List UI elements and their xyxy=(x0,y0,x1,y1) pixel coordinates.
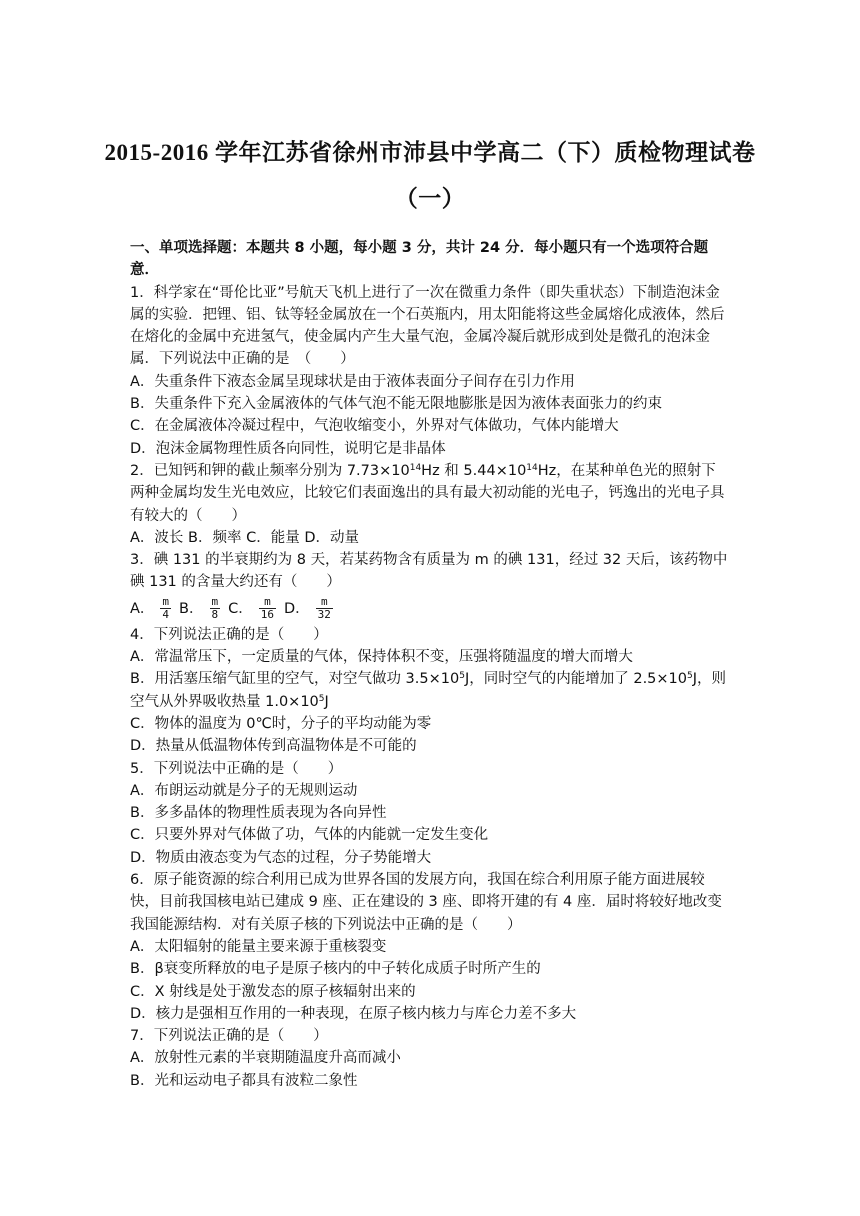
question-stem: 2．已知钙和钾的截止频率分别为 $7.73\times 10^{14}Hz$ 和 $5.44\times 10^{14}Hz$，在某种单色光的照射下两种金属均发生光电效应，比较它们表面逸出的具有最大初动能的光电子，钙逸出的光电子具有较大的（ ） xyxy=(130,462,725,524)
option-a: A．常温常压下，一定质量的气体，保持体积不变，压强将随温度的增大而增大 xyxy=(130,649,633,666)
fraction-c: $\frac{m}{16}$ xyxy=(260,595,274,622)
question-4 xyxy=(130,624,730,758)
question-3 xyxy=(130,549,730,624)
option-a-label: A． xyxy=(130,600,155,617)
options-row: A．波长 B．频率 C．能量 D．动量 xyxy=(130,529,359,546)
option-d: D．泡沫金属物理性质各向同性，说明它是非晶体 xyxy=(130,440,446,457)
option-b-label: B． xyxy=(179,600,204,617)
option-b: B．光和运动电子都具有波粒二象性 xyxy=(130,1072,358,1089)
option-a: A．布朗运动就是分子的无规则运动 xyxy=(130,782,358,799)
option-c: C．只要外界对气体做了功，气体的内能就一定发生变化 xyxy=(130,827,489,844)
exam-body xyxy=(130,237,730,1092)
option-d: D．核力是强相互作用的一种表现，在原子核内核力与库仑力差不多大 xyxy=(130,1005,577,1022)
options-row xyxy=(130,594,730,624)
option-b: B．失重条件下充入金属液体的气体气泡不能无限地膨胀是因为液体表面张力的约束 xyxy=(130,396,662,413)
question-stem: 1．科学家在“哥伦比亚”号航天飞机上进行了一次在微重力条件（即失重状态）下制造泡沫金属的实验．把锂、铝、钛等轻金属放在一个石英瓶内，用太阳能将这些金属熔化成液体，然后在熔化的金属中充进氢气，使金属内产生大量气泡，金属冷凝后就形成到处是微孔的泡沫金属．下列说法中正确的是 （ ） xyxy=(130,284,725,368)
option-a: A．太阳辐射的能量主要来源于重核裂变 xyxy=(130,938,387,955)
option-b: B．用活塞压缩气缸里的空气，对空气做功 $3.5\times 10^5J$，同时空气的内能增加了 $2.5\times 10^5J$，则空气从外界吸收热量 $1.0\times 10^5J$ xyxy=(130,671,727,710)
exam-title-suffix: （一） xyxy=(394,186,466,211)
question-stem: 4．下列说法正确的是（ ） xyxy=(130,626,328,643)
fraction-a: $\frac{m}{4}$ xyxy=(162,595,170,622)
exam-title: 2015-2016 学年江苏省徐州市沛县中学高二（下）质检物理试卷 xyxy=(104,140,756,165)
question-stem: 7．下列说法正确的是（ ） xyxy=(130,1028,328,1045)
option-b: B．多多晶体的物理性质表现为各向异性 xyxy=(130,805,387,822)
question-stem: 6．原子能资源的综合利用已成为世界各国的发展方向，我国在综合利用原子能方面进展较快，目前我国核电站已建成 9 座、正在建设的 3 座、即将开建的有 4 座．届时将较好地改变我国能源结构．对有关原子核的下列说法中正确的是（ ） xyxy=(130,872,722,933)
option-a: A．放射性元素的半衰期随温度升高而减小 xyxy=(130,1050,401,1067)
question-7 xyxy=(130,1025,730,1092)
option-c: C．物体的温度为 0℃时，分子的平均动能为零 xyxy=(130,715,432,732)
option-d-label: D． xyxy=(284,600,310,617)
option-a: A．失重条件下液态金属呈现球状是由于液体表面分子间存在引力作用 xyxy=(130,373,575,390)
question-2 xyxy=(130,460,730,549)
question-1 xyxy=(130,282,730,460)
question-5 xyxy=(130,758,730,869)
option-c-label: C． xyxy=(228,600,253,617)
option-c: C．X 射线是处于激发态的原子核辐射出来的 xyxy=(130,983,416,1000)
section-heading: 一、单项选择题：本题共 8 小题，每小题 3 分，共计 24 分．每小题只有一个选项符合题意． xyxy=(130,240,709,279)
option-d: D．物质由液态变为气态的过程，分子势能增大 xyxy=(130,849,432,866)
fraction-b: $\frac{m}{8}$ xyxy=(211,595,219,622)
fraction-d: $\frac{m}{32}$ xyxy=(317,595,331,622)
question-stem: 5．下列说法中正确的是（ ） xyxy=(130,760,343,777)
option-c: C．在金属液体冷凝过程中，气泡收缩变小，外界对气体做功，气体内能增大 xyxy=(130,418,619,435)
question-6 xyxy=(130,869,730,1025)
option-b: B．β衰变所释放的电子是原子核内的中子转化成质子时所产生的 xyxy=(130,961,541,978)
question-stem: 3．碘 131 的半衰期约为 8 天，若某药物含有质量为 m 的碘 131，经过 32 天后，该药物中碘 131 的含量大约还有（ ） xyxy=(130,552,728,591)
option-d: D．热量从低温物体传到高温物体是不可能的 xyxy=(130,738,417,755)
